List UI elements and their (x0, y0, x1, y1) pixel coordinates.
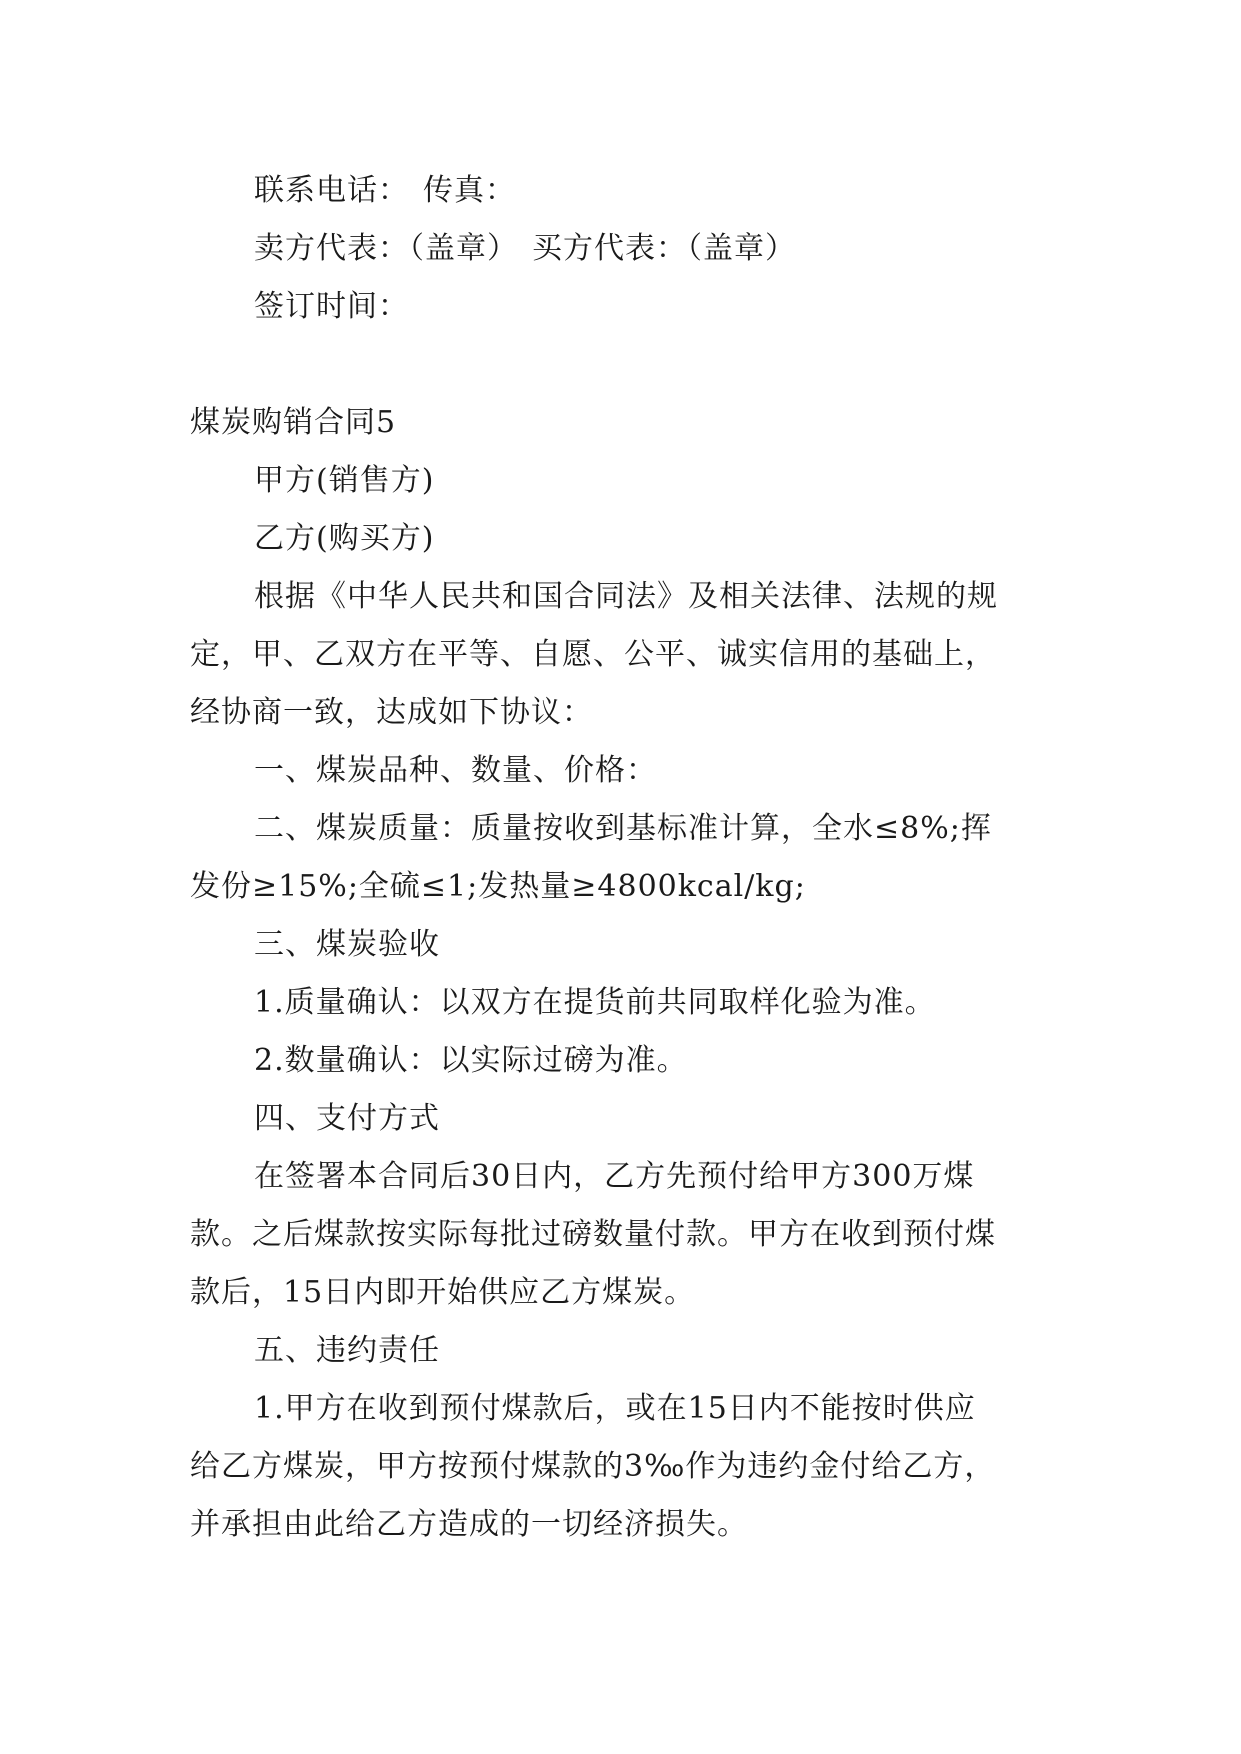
representatives-line (190, 220, 1070, 278)
party-b: 乙方(购买方) (254, 521, 435, 556)
section-4-title: 四、支付方式 (254, 1101, 440, 1136)
preamble-line: 经协商一致，达成如下协议： (190, 695, 593, 730)
section-5-item-1-line: 1.甲方在收到预付煤款后，或在15日内不能按时供应 (254, 1391, 976, 1426)
section-3-title: 三、煤炭验收 (254, 927, 440, 962)
fax-label: 传真： (423, 173, 516, 208)
preamble-line: 定，甲、乙双方在平等、自愿、公平、诚实信用的基础上， (190, 637, 996, 672)
section-5-title: 五、违约责任 (254, 1333, 440, 1368)
seller-rep-label: 卖方代表： (254, 231, 409, 266)
section-2-line: 二、煤炭质量：质量按收到基标准计算，全水≤8%;挥 (254, 811, 992, 846)
sign-date-line: 签订时间： (254, 289, 409, 324)
section-4-line: 款。之后煤款按实际每批过磅数量付款。甲方在收到预付煤 (190, 1217, 996, 1252)
party-a: 甲方(销售方) (254, 463, 435, 498)
section-4-line: 在签署本合同后30日内，乙方先预付给甲方300万煤 (254, 1159, 975, 1194)
contract-title: 煤炭购销合同5 (190, 405, 397, 440)
buyer-rep-label: 买方代表： (532, 231, 687, 266)
contact-line (190, 162, 1070, 220)
buyer-seal: （盖章） (687, 231, 796, 266)
section-3-item-2: 2.数量确认：以实际过磅为准。 (254, 1043, 688, 1078)
preamble-line: 根据《中华人民共和国合同法》及相关法律、法规的规 (254, 579, 998, 614)
section-2-line: 发份≥15%;全硫≤1;发热量≥4800kcal/kg; (190, 869, 806, 904)
section-3-item-1: 1.质量确认：以双方在提货前共同取样化验为准。 (254, 985, 936, 1020)
section-4-line: 款后，15日内即开始供应乙方煤炭。 (190, 1275, 696, 1310)
document-body (190, 162, 1070, 1554)
spacer (190, 336, 1070, 394)
seller-seal: （盖章） (409, 231, 518, 266)
phone-label: 联系电话： (254, 173, 409, 208)
section-5-item-1-line: 并承担由此给乙方造成的一切经济损失。 (190, 1507, 748, 1542)
section-5-item-1-line: 给乙方煤炭，甲方按预付煤款的3‰作为违约金付给乙方， (190, 1449, 996, 1484)
section-1-title: 一、煤炭品种、数量、价格： (254, 753, 657, 788)
